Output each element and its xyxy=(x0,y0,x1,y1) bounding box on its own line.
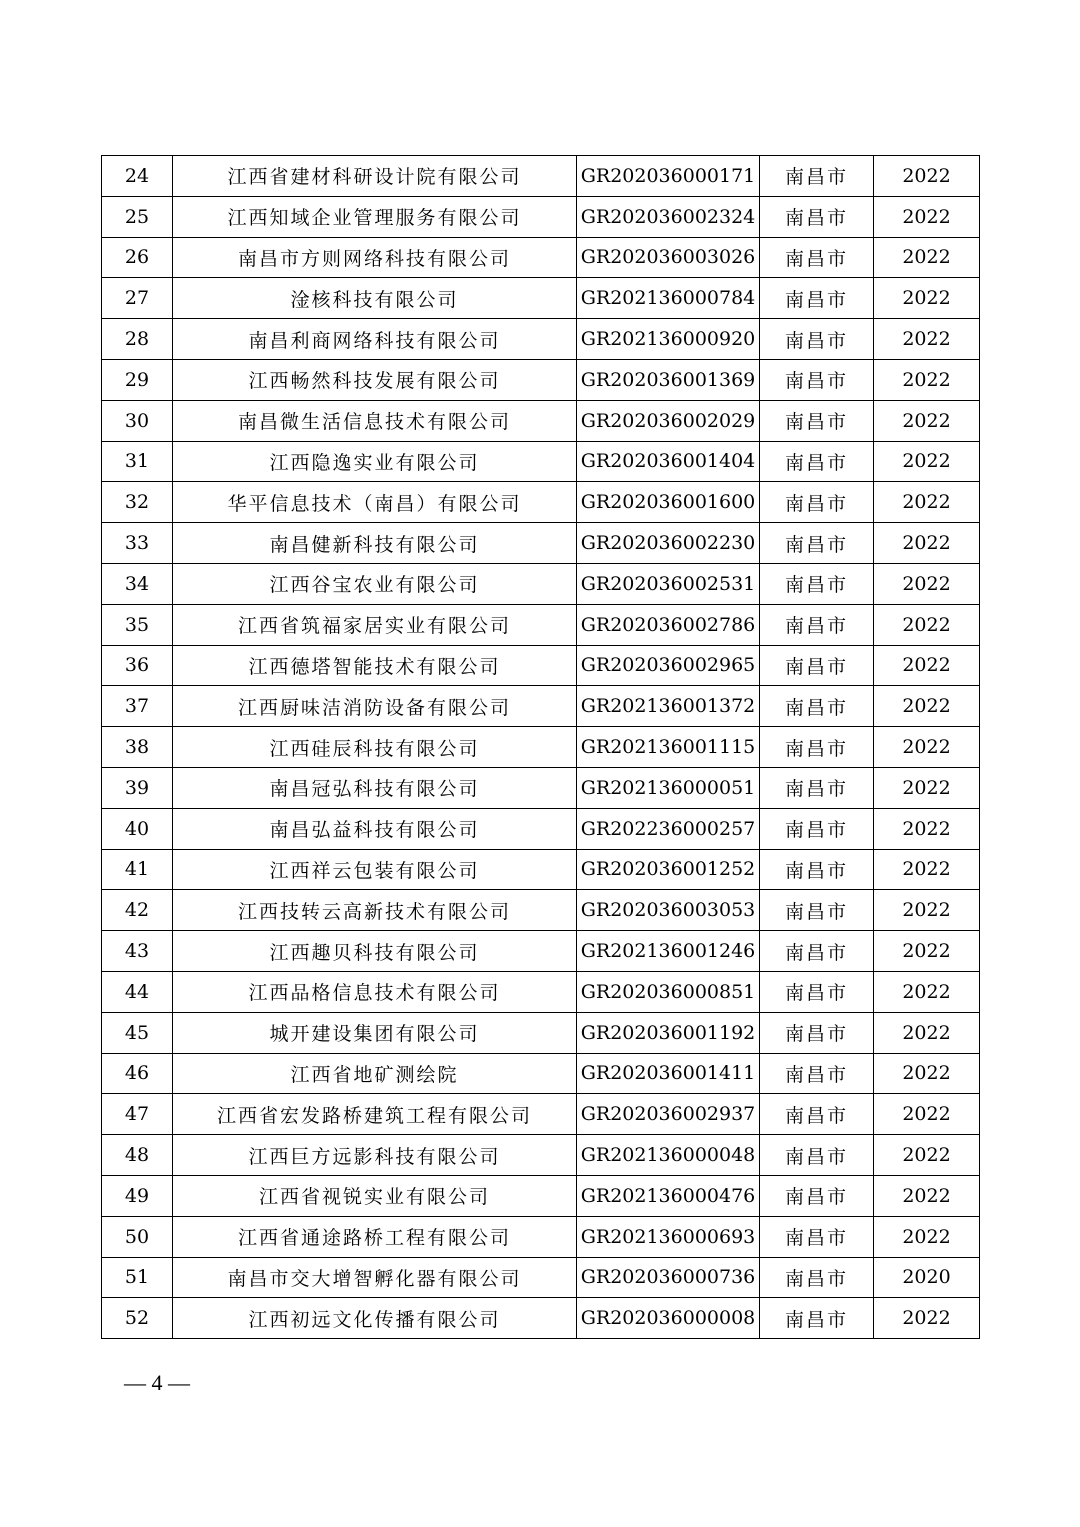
company-name: 江西省宏发路桥建筑工程有限公司 xyxy=(173,1094,577,1135)
company-name: 江西趣贝科技有限公司 xyxy=(173,931,577,972)
company-name: 淦核科技有限公司 xyxy=(173,278,577,319)
table-row xyxy=(102,931,980,972)
year-value: 2022 xyxy=(874,1012,980,1053)
year-value: 2022 xyxy=(874,1053,980,1094)
row-number: 46 xyxy=(102,1053,173,1094)
row-number: 39 xyxy=(102,767,173,808)
city-name: 南昌市 xyxy=(760,890,874,931)
city-name: 南昌市 xyxy=(760,319,874,360)
certificate-number: GR202136000784 xyxy=(577,278,760,319)
table-row xyxy=(102,1094,980,1135)
row-number: 31 xyxy=(102,441,173,482)
table-row xyxy=(102,808,980,849)
year-value: 2022 xyxy=(874,278,980,319)
year-value: 2022 xyxy=(874,1135,980,1176)
city-name: 南昌市 xyxy=(760,604,874,645)
year-value: 2022 xyxy=(874,156,980,197)
company-name: 南昌微生活信息技术有限公司 xyxy=(173,400,577,441)
city-name: 南昌市 xyxy=(760,359,874,400)
certificate-number: GR202036001600 xyxy=(577,482,760,523)
table-row xyxy=(102,400,980,441)
table-row xyxy=(102,890,980,931)
city-name: 南昌市 xyxy=(760,1135,874,1176)
year-value: 2022 xyxy=(874,523,980,564)
table-row xyxy=(102,1053,980,1094)
year-value: 2022 xyxy=(874,971,980,1012)
certificate-number: GR202036002230 xyxy=(577,523,760,564)
company-name: 江西知域企业管理服务有限公司 xyxy=(173,196,577,237)
certificate-number: GR202036000008 xyxy=(577,1298,760,1339)
table-row xyxy=(102,278,980,319)
company-name: 江西技转云高新技术有限公司 xyxy=(173,890,577,931)
company-name: 南昌弘益科技有限公司 xyxy=(173,808,577,849)
company-name: 南昌健新科技有限公司 xyxy=(173,523,577,564)
row-number: 47 xyxy=(102,1094,173,1135)
city-name: 南昌市 xyxy=(760,645,874,686)
table-row xyxy=(102,563,980,604)
company-name: 江西省视锐实业有限公司 xyxy=(173,1175,577,1216)
certificate-number: GR202136001115 xyxy=(577,727,760,768)
company-name: 华平信息技术（南昌）有限公司 xyxy=(173,482,577,523)
city-name: 南昌市 xyxy=(760,237,874,278)
table-row xyxy=(102,686,980,727)
year-value: 2022 xyxy=(874,482,980,523)
table-row xyxy=(102,1135,980,1176)
table-row xyxy=(102,196,980,237)
company-name: 江西畅然科技发展有限公司 xyxy=(173,359,577,400)
certificate-number: GR202036002531 xyxy=(577,563,760,604)
certificate-number: GR202036000736 xyxy=(577,1257,760,1298)
row-number: 45 xyxy=(102,1012,173,1053)
row-number: 24 xyxy=(102,156,173,197)
row-number: 34 xyxy=(102,563,173,604)
row-number: 26 xyxy=(102,237,173,278)
company-name: 城开建设集团有限公司 xyxy=(173,1012,577,1053)
city-name: 南昌市 xyxy=(760,1094,874,1135)
city-name: 南昌市 xyxy=(760,441,874,482)
city-name: 南昌市 xyxy=(760,400,874,441)
row-number: 35 xyxy=(102,604,173,645)
city-name: 南昌市 xyxy=(760,1175,874,1216)
table-row xyxy=(102,1216,980,1257)
row-number: 32 xyxy=(102,482,173,523)
company-name: 江西巨方远影科技有限公司 xyxy=(173,1135,577,1176)
table-row xyxy=(102,156,980,197)
table-row xyxy=(102,767,980,808)
table-row xyxy=(102,441,980,482)
row-number: 33 xyxy=(102,523,173,564)
company-name: 江西省建材科研设计院有限公司 xyxy=(173,156,577,197)
city-name: 南昌市 xyxy=(760,196,874,237)
table-row xyxy=(102,1175,980,1216)
company-name: 江西省筑福家居实业有限公司 xyxy=(173,604,577,645)
table-row xyxy=(102,482,980,523)
city-name: 南昌市 xyxy=(760,563,874,604)
certificate-number: GR202036002324 xyxy=(577,196,760,237)
city-name: 南昌市 xyxy=(760,767,874,808)
company-name: 江西初远文化传播有限公司 xyxy=(173,1298,577,1339)
company-name: 南昌市交大增智孵化器有限公司 xyxy=(173,1257,577,1298)
certificate-number: GR202036003026 xyxy=(577,237,760,278)
row-number: 42 xyxy=(102,890,173,931)
certificate-number: GR202036001369 xyxy=(577,359,760,400)
city-name: 南昌市 xyxy=(760,156,874,197)
year-value: 2022 xyxy=(874,1298,980,1339)
year-value: 2022 xyxy=(874,604,980,645)
table-row xyxy=(102,971,980,1012)
row-number: 52 xyxy=(102,1298,173,1339)
row-number: 25 xyxy=(102,196,173,237)
certificate-number: GR202136000476 xyxy=(577,1175,760,1216)
year-value: 2022 xyxy=(874,441,980,482)
certificate-number: GR202136001246 xyxy=(577,931,760,972)
city-name: 南昌市 xyxy=(760,1257,874,1298)
certificate-number: GR202236000257 xyxy=(577,808,760,849)
page-number: — 4 — xyxy=(124,1370,190,1395)
year-value: 2022 xyxy=(874,400,980,441)
city-name: 南昌市 xyxy=(760,849,874,890)
table-row xyxy=(102,727,980,768)
year-value: 2022 xyxy=(874,727,980,768)
city-name: 南昌市 xyxy=(760,727,874,768)
year-value: 2022 xyxy=(874,931,980,972)
company-name: 江西隐逸实业有限公司 xyxy=(173,441,577,482)
row-number: 41 xyxy=(102,849,173,890)
table-row xyxy=(102,319,980,360)
year-value: 2022 xyxy=(874,359,980,400)
city-name: 南昌市 xyxy=(760,278,874,319)
row-number: 50 xyxy=(102,1216,173,1257)
company-name: 南昌市方则网络科技有限公司 xyxy=(173,237,577,278)
row-number: 40 xyxy=(102,808,173,849)
company-name: 南昌利商网络科技有限公司 xyxy=(173,319,577,360)
table-row xyxy=(102,1298,980,1339)
enterprise-table xyxy=(101,155,980,1339)
company-name: 江西品格信息技术有限公司 xyxy=(173,971,577,1012)
year-value: 2022 xyxy=(874,563,980,604)
company-name: 江西省地矿测绘院 xyxy=(173,1053,577,1094)
certificate-number: GR202036002786 xyxy=(577,604,760,645)
company-name: 江西德塔智能技术有限公司 xyxy=(173,645,577,686)
certificate-number: GR202136001372 xyxy=(577,686,760,727)
certificate-number: GR202036001404 xyxy=(577,441,760,482)
certificate-number: GR202036002937 xyxy=(577,1094,760,1135)
certificate-number: GR202136000693 xyxy=(577,1216,760,1257)
certificate-number: GR202036001192 xyxy=(577,1012,760,1053)
year-value: 2022 xyxy=(874,319,980,360)
certificate-number: GR202036001252 xyxy=(577,849,760,890)
year-value: 2020 xyxy=(874,1257,980,1298)
company-name: 江西祥云包装有限公司 xyxy=(173,849,577,890)
year-value: 2022 xyxy=(874,1175,980,1216)
year-value: 2022 xyxy=(874,808,980,849)
row-number: 27 xyxy=(102,278,173,319)
table-row xyxy=(102,359,980,400)
row-number: 28 xyxy=(102,319,173,360)
row-number: 38 xyxy=(102,727,173,768)
table-row xyxy=(102,237,980,278)
year-value: 2022 xyxy=(874,686,980,727)
company-name: 江西硅辰科技有限公司 xyxy=(173,727,577,768)
certificate-number: GR202136000048 xyxy=(577,1135,760,1176)
table-row xyxy=(102,849,980,890)
certificate-number: GR202036002965 xyxy=(577,645,760,686)
certificate-number: GR202036001411 xyxy=(577,1053,760,1094)
city-name: 南昌市 xyxy=(760,686,874,727)
row-number: 29 xyxy=(102,359,173,400)
table-row xyxy=(102,604,980,645)
city-name: 南昌市 xyxy=(760,1053,874,1094)
city-name: 南昌市 xyxy=(760,482,874,523)
company-name: 江西省通途路桥工程有限公司 xyxy=(173,1216,577,1257)
row-number: 51 xyxy=(102,1257,173,1298)
year-value: 2022 xyxy=(874,890,980,931)
table-row xyxy=(102,1012,980,1053)
city-name: 南昌市 xyxy=(760,1012,874,1053)
row-number: 48 xyxy=(102,1135,173,1176)
year-value: 2022 xyxy=(874,849,980,890)
row-number: 49 xyxy=(102,1175,173,1216)
city-name: 南昌市 xyxy=(760,523,874,564)
certificate-number: GR202036000851 xyxy=(577,971,760,1012)
year-value: 2022 xyxy=(874,196,980,237)
year-value: 2022 xyxy=(874,1094,980,1135)
city-name: 南昌市 xyxy=(760,971,874,1012)
row-number: 36 xyxy=(102,645,173,686)
company-name: 江西厨味洁消防设备有限公司 xyxy=(173,686,577,727)
row-number: 44 xyxy=(102,971,173,1012)
table-row xyxy=(102,1257,980,1298)
certificate-number: GR202036002029 xyxy=(577,400,760,441)
year-value: 2022 xyxy=(874,237,980,278)
row-number: 43 xyxy=(102,931,173,972)
table-row xyxy=(102,645,980,686)
table-row xyxy=(102,523,980,564)
city-name: 南昌市 xyxy=(760,1298,874,1339)
city-name: 南昌市 xyxy=(760,1216,874,1257)
certificate-number: GR202036003053 xyxy=(577,890,760,931)
city-name: 南昌市 xyxy=(760,931,874,972)
year-value: 2022 xyxy=(874,767,980,808)
company-name: 江西谷宝农业有限公司 xyxy=(173,563,577,604)
company-name: 南昌冠弘科技有限公司 xyxy=(173,767,577,808)
certificate-number: GR202136000920 xyxy=(577,319,760,360)
row-number: 37 xyxy=(102,686,173,727)
row-number: 30 xyxy=(102,400,173,441)
year-value: 2022 xyxy=(874,645,980,686)
certificate-number: GR202136000051 xyxy=(577,767,760,808)
city-name: 南昌市 xyxy=(760,808,874,849)
certificate-number: GR202036000171 xyxy=(577,156,760,197)
table-body xyxy=(102,156,980,1339)
year-value: 2022 xyxy=(874,1216,980,1257)
